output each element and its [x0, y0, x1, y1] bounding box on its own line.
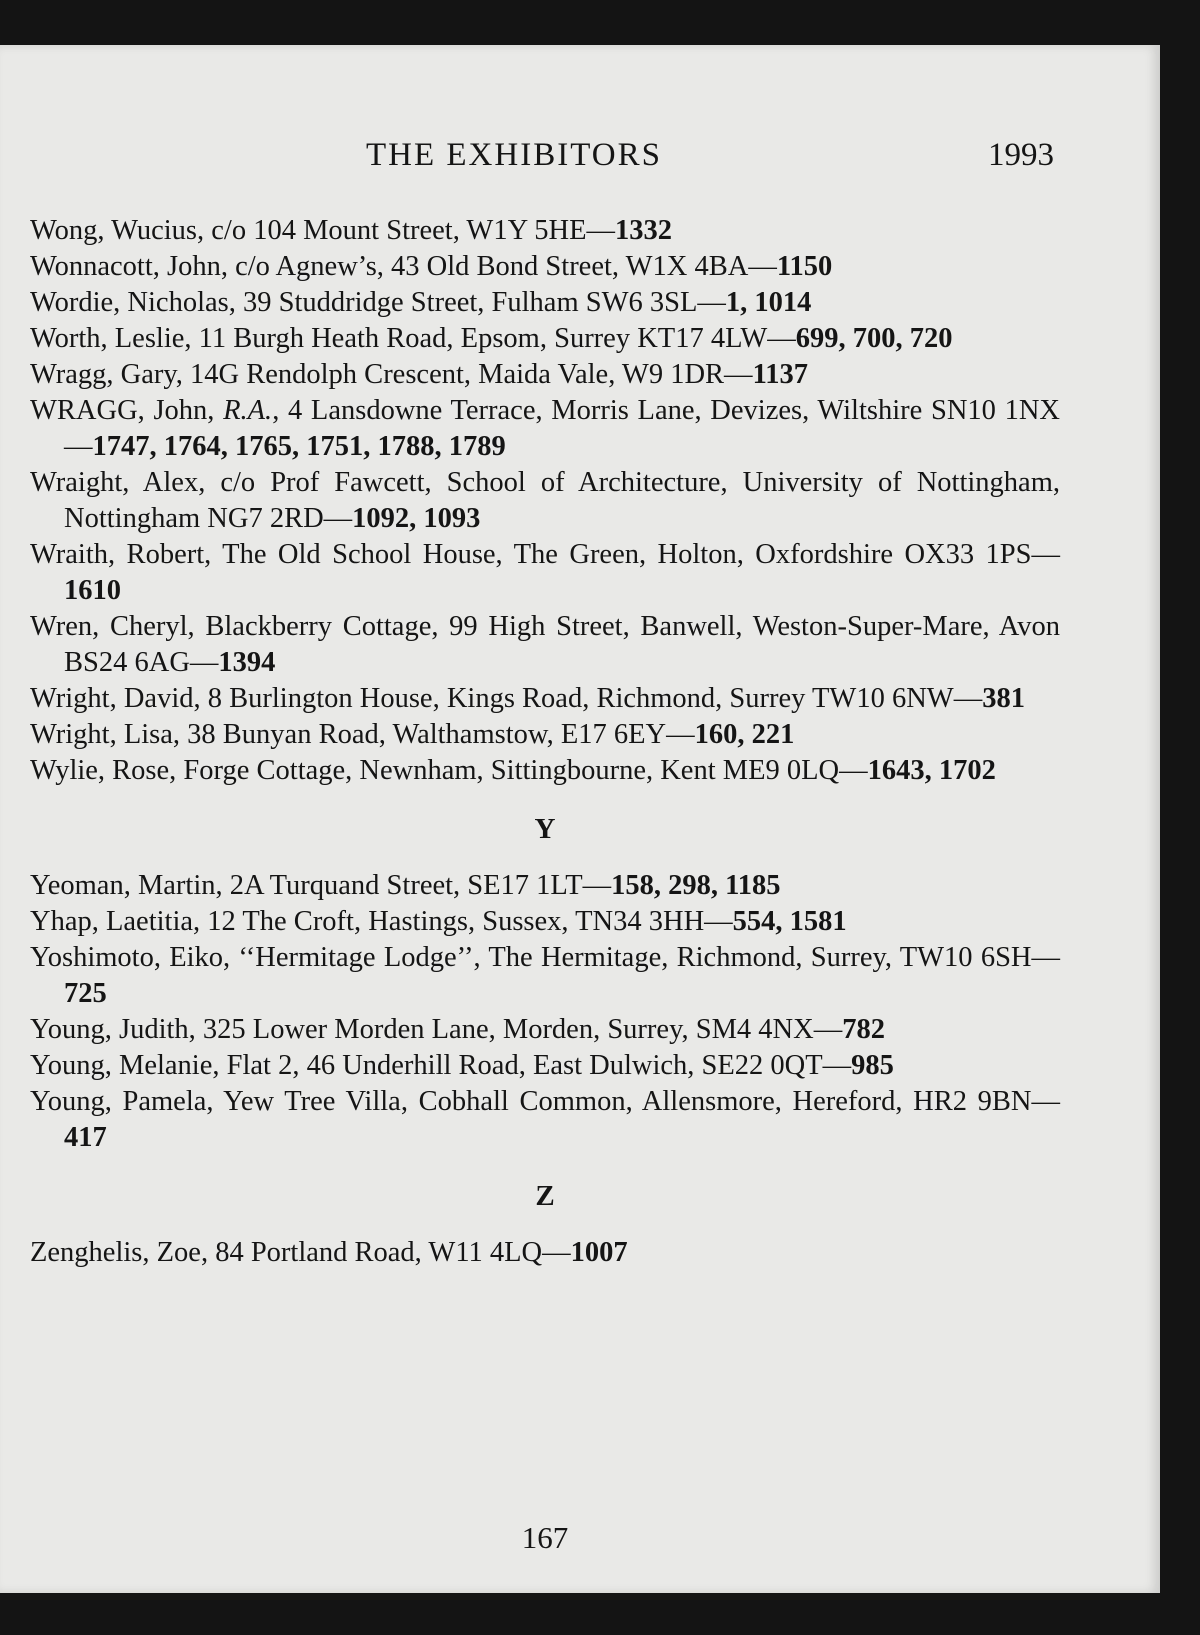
exhibitor-entry	[30, 465, 1060, 537]
page	[0, 45, 1160, 1593]
exhibitor-entry	[30, 904, 1060, 940]
exhibitor-entry	[30, 1084, 1060, 1156]
exhibitor-name-address: Wraight, Alex, c/o Prof Fawcett, School of Architecture, University of Nottingham, Nottingham NG7 2RD—	[30, 467, 1060, 534]
exhibitor-name-address: Wren, Cheryl, Blackberry Cottage, 99 High Street, Banwell, Weston-Super-Mare, Avon BS24 6AG—	[30, 611, 1060, 678]
exhibitor-name-address: Yhap, Laetitia, 12 The Croft, Hastings, Sussex, TN34 3HH—	[30, 906, 733, 937]
exhibitor-entry	[30, 1048, 1060, 1084]
exhibit-numbers: 1007	[570, 1237, 628, 1268]
exhibitor-entry	[30, 537, 1060, 609]
exhibit-numbers: 725	[64, 978, 107, 1009]
exhibit-numbers: 985	[851, 1050, 894, 1081]
exhibit-numbers: 417	[64, 1122, 107, 1153]
exhibitor-entry	[30, 213, 1060, 249]
exhibitor-name-address: Young, Melanie, Flat 2, 46 Underhill Road, East Dulwich, SE22 0QT—	[30, 1050, 852, 1081]
section-heading-z: Z	[535, 1180, 555, 1212]
exhibitor-entry	[30, 393, 1060, 465]
exhibitor-name-address: Wylie, Rose, Forge Cottage, Newnham, Sittingbourne, Kent ME9 0LQ—	[30, 755, 868, 786]
exhibit-numbers: 1332	[614, 215, 672, 246]
exhibitor-entry	[30, 753, 1060, 789]
page-number: 167	[521, 1520, 569, 1555]
header-title: THE EXHIBITORS	[366, 137, 662, 173]
running-header	[0, 137, 1160, 177]
exhibit-numbers: 1150	[776, 251, 833, 282]
exhibit-numbers: 1092, 1093	[352, 503, 481, 534]
exhibitor-name: WRAGG, John,	[30, 395, 224, 426]
exhibitor-entry	[30, 681, 1060, 717]
exhibitor-address: , 4 Lansdowne Terrace, Morris Lane, Devizes, Wiltshire SN10 1NX—	[64, 395, 1060, 462]
exhibitor-entry	[30, 249, 1060, 285]
exhibitor-name-address: Wragg, Gary, 14G Rendolph Crescent, Maida Vale, W9 1DR—	[30, 359, 753, 390]
exhibitor-entry	[30, 940, 1060, 1012]
exhibit-numbers: 1643, 1702	[867, 755, 996, 786]
exhibit-numbers: 1, 1014	[725, 287, 812, 318]
exhibit-numbers: 699, 700, 720	[795, 323, 953, 354]
exhibit-numbers: 158, 298, 1185	[611, 870, 781, 901]
exhibitor-title: R.A.	[223, 395, 273, 426]
exhibitor-list	[30, 213, 1060, 1271]
exhibitor-entry	[30, 285, 1060, 321]
exhibitor-entry	[30, 321, 1060, 357]
exhibitor-entry	[30, 717, 1060, 753]
exhibitor-entry	[30, 609, 1060, 681]
exhibit-numbers: 1394	[218, 647, 276, 678]
exhibit-numbers: 1747, 1764, 1765, 1751, 1788, 1789	[92, 431, 506, 462]
exhibit-numbers: 782	[842, 1014, 885, 1045]
exhibitor-name-address: Wong, Wucius, c/o 104 Mount Street, W1Y 5HE—	[30, 215, 615, 246]
exhibit-numbers: 381	[982, 683, 1025, 714]
exhibitor-entry	[30, 357, 1060, 393]
exhibit-numbers: 1137	[752, 359, 808, 390]
exhibitor-name-address: Yoshimoto, Eiko, ‘‘Hermitage Lodge’’, The Hermitage, Richmond, Surrey, TW10 6SH—	[30, 942, 1060, 973]
section-heading-y: Y	[534, 813, 556, 845]
exhibitor-entry	[30, 1012, 1060, 1048]
exhibit-numbers: 160, 221	[694, 719, 795, 750]
exhibitor-name-address: Wright, David, 8 Burlington House, Kings Road, Richmond, Surrey TW10 6NW—	[30, 683, 983, 714]
exhibitor-name-address: Wright, Lisa, 38 Bunyan Road, Walthamstow, E17 6EY—	[30, 719, 695, 750]
exhibitor-name-address: Wonnacott, John, c/o Agnew’s, 43 Old Bond Street, W1X 4BA—	[30, 251, 777, 282]
exhibitor-entry	[30, 868, 1060, 904]
exhibitor-name-address: Wordie, Nicholas, 39 Studdridge Street, Fulham SW6 3SL—	[30, 287, 726, 318]
exhibitor-entry	[30, 1235, 1060, 1271]
exhibitor-name-address: Yeoman, Martin, 2A Turquand Street, SE17 1LT—	[30, 870, 612, 901]
exhibitor-name-address: Young, Judith, 325 Lower Morden Lane, Morden, Surrey, SM4 4NX—	[30, 1014, 843, 1045]
exhibit-numbers: 1610	[64, 575, 121, 606]
exhibitor-name-address: Young, Pamela, Yew Tree Villa, Cobhall Common, Allensmore, Hereford, HR2 9BN—	[30, 1086, 1060, 1117]
exhibitor-name-address: Worth, Leslie, 11 Burgh Heath Road, Epsom, Surrey KT17 4LW—	[30, 323, 796, 354]
header-year: 1993	[988, 137, 1054, 173]
exhibitor-name-address: Wraith, Robert, The Old School House, The Green, Holton, Oxfordshire OX33 1PS—	[30, 539, 1060, 570]
exhibit-numbers: 554, 1581	[732, 906, 847, 937]
exhibitor-name-address: Zenghelis, Zoe, 84 Portland Road, W11 4LQ—	[30, 1237, 571, 1268]
